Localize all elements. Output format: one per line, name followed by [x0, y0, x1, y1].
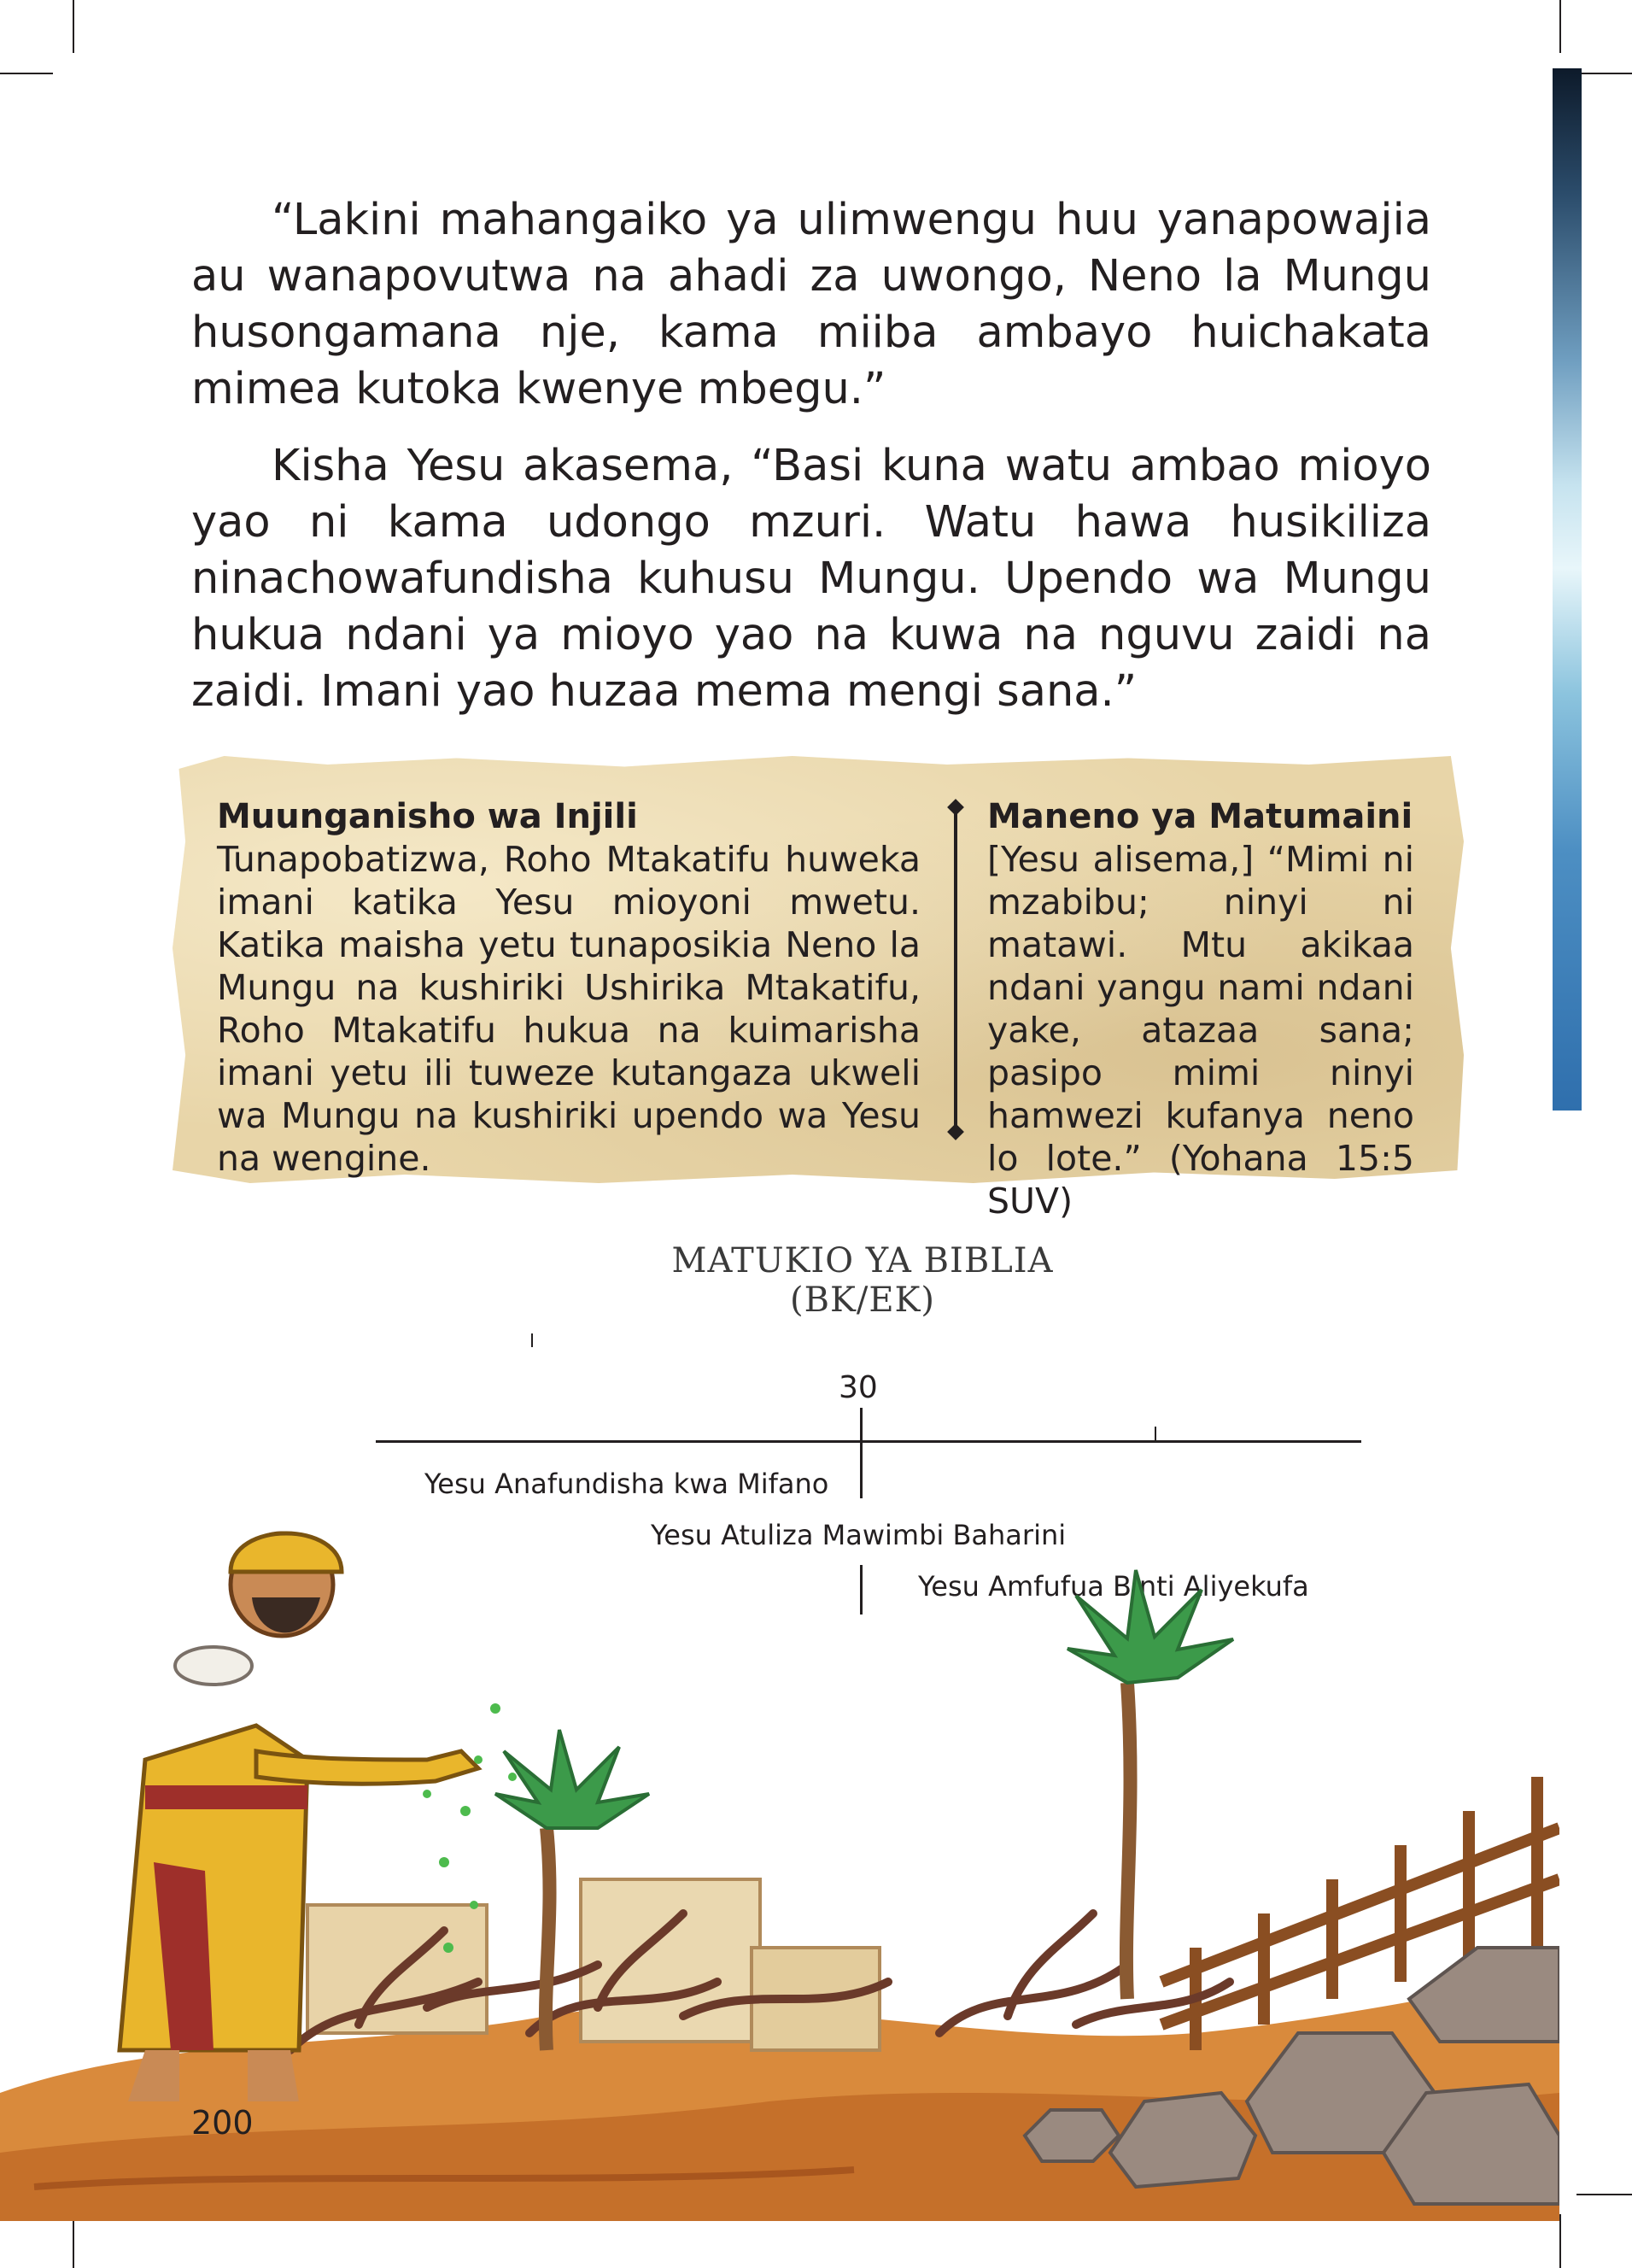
timeline-tick-small-right: [1155, 1427, 1156, 1440]
column-divider: [954, 812, 957, 1128]
timeline-event-3: Yesu Amfufua Binti Aliyekufa: [918, 1570, 1309, 1603]
crop-mark-top-left-v: [73, 0, 74, 53]
gospel-connection-column: [217, 795, 921, 1180]
story-paragraph-2: Kisha Yesu akasema, “Basi kuna watu ambao mioyo yao ni kama udongo mzuri. Watu hawa husikiliza ninachowafundisha kuhusu Mungu. Upendo wa Mungu hukua ndani ya mioyo yao na kuwa na nguvu zaidi na zaidi. Imani yao huzaa mema mengi sana.”: [191, 441, 1431, 717]
palm-tree-right: [1068, 1570, 1233, 1999]
gospel-connection-text: Tunapobatizwa, Roho Mtakatifu huweka imani katika Yesu mioyoni mwetu. Katika maisha yetu tunaposikia Neno la Mungu na kushiriki Ushirika Mtakatifu, Roho Mtakatifu hukua na kuimarisha imani yetu ili tuweze kutangaza ukweli wa Mungu na kushiriki upendo wa Yesu na wengine.: [217, 839, 921, 1179]
crop-mark-top-right-h: [1576, 73, 1632, 74]
timeline-axis: [376, 1440, 1361, 1443]
timeline-year-label: 30: [839, 1370, 878, 1405]
timeline-tick-small-left: [531, 1333, 533, 1347]
page-number: 200: [191, 2104, 254, 2142]
gospel-connection-title: Muunganisho wa Injili: [217, 797, 638, 836]
timeline-heading: [564, 1241, 1161, 1320]
timeline-event-2: Yesu Atuliza Mawimbi Baharini: [651, 1519, 1067, 1551]
crop-mark-bottom-right-h: [1576, 2194, 1632, 2195]
crop-mark-bottom-left-v: [73, 2214, 74, 2268]
crop-mark-top-left-h: [0, 73, 53, 74]
words-of-hope-text: [Yesu alisema,] “Mimi ni mzabibu; ninyi ni matawi. Mtu akikaa ndani yangu nami ndani yake, atazaa sana; pasipo mimi ninyi hamwezi kufanya neno lo lote.” (Yohana 15:5 SUV): [987, 839, 1414, 1222]
timeline-title: MATUKIO YA BIBLIA: [671, 1241, 1054, 1281]
timeline-event-1: Yesu Anafundisha kwa Mifano: [424, 1468, 829, 1500]
story-paragraph-1: “Lakini mahangaiko ya ulimwengu huu yanapowajia au wanapovutwa na ahadi za uwongo, Neno la Mungu husongamana nje, kama miiba ambayo huichakata mimea kutoka kwenye mbegu.”: [191, 195, 1431, 414]
words-of-hope-title: Maneno ya Matumaini: [987, 797, 1413, 836]
bleed-image-strip: [1553, 68, 1582, 1111]
crop-mark-bottom-right-v: [1559, 2214, 1561, 2268]
words-of-hope-column: [987, 795, 1414, 1222]
crop-mark-top-right-v: [1559, 0, 1561, 53]
timeline-year-tick: [860, 1408, 863, 1498]
timeline-subtitle: (BK/EK): [789, 1281, 936, 1320]
